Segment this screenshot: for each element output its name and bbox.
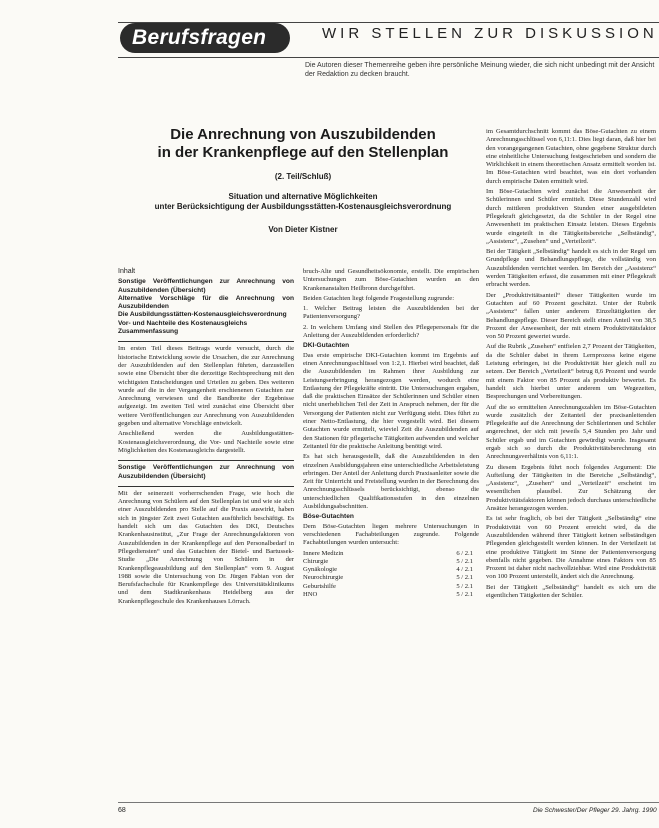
department-name: Geburtshilfe [303,582,336,590]
department-value: 5 / 2.1 [456,582,473,590]
table-row [303,550,473,558]
body-paragraph: Auf die so ermittelten Anrechnungszahlen im Böse-Gutachten wurde zusätzlich der Zeitanteil der praxisanleitenden Pflegekräfte auf die Anrechnung der Schülerinnen und Schüler angerechnet, der sich mit jeweils 5,4 Stunden pro Jahr und Schüler ergab und im Gutachten gewürdigt wurde. Insgesamt ergab sich so durch die Produktivitätsberechnung ein Anrechnungsverhältnis von 6,11:1. [486,403,656,461]
department-value: 5 / 2.1 [456,557,473,565]
subtitle-line-1: Situation und alternative Möglichkeiten [228,192,378,201]
body-paragraph: Bei der Tätigkeit „Selbständig“ handelt es sich um die eigentlichen Tätigkeiten der Schüler. [486,583,656,600]
table-row [303,558,473,566]
toc-label: Inhalt [118,268,136,275]
department-value: 5 / 2.1 [456,574,473,582]
toc-item: Alternative Vorschläge für die Anrechnung von Auszubildenden [118,294,294,311]
toc-item: Zusammenfassung [118,328,179,336]
toc-item: Sonstige Veröffentlichungen zur Anrechnung von Auszubildenden (Übersicht) [118,278,294,294]
subtitle-line-2: unter Berücksichtigung der Ausbildungsstätten-Kostenausgleichsverordnung [154,202,452,211]
department-table [303,550,473,600]
editorial-disclaimer: Die Autoren dieser Themenreihe geben ihre persönliche Meinung wieder, die sich nicht unbedingt mit der Ansicht der Redaktion zu decken braucht. [305,62,655,78]
discussion-banner: WIR STELLEN ZUR DISKUSSION [322,25,658,42]
footer-rule [118,802,659,803]
table-row [303,574,473,582]
section-badge: Berufsfragen [120,23,290,53]
section-heading: DKI-Gutachten [303,342,350,350]
department-name: Chirurgie [303,557,329,565]
table-row [303,583,473,591]
body-paragraph: Anschließend werden die Ausbildungsstätten-Kostenausgleichsverordnung, die Vor- und Nachteile sowie eine Möglichkeiten des Kostenausgleichs dargestellt. [118,430,294,454]
text-column-3 [486,128,656,602]
section-heading: Sonstige Veröffentlichungen zur Anrechnung von Auszubildenden (Übersicht) [118,464,294,480]
article-part: (2. Teil/Schluß) [274,172,332,181]
department-value: 5 / 2.1 [456,590,473,598]
department-name: Neurochirurgie [303,574,344,582]
divider [118,486,294,487]
body-paragraph: bruch-Alte und Gesundheitsökonomie, erstellt. Die empirischen Untersuchungen zum Böse-Gutachten wurden an den Krankenanstalten Heilbronn durchgeführt. [303,268,479,292]
table-row [303,591,473,599]
title-line-2: in der Krankenpflege auf den Stellenplan [157,144,449,161]
body-paragraph: Mit der seinerzeit vorherrschenden Frage, wie hoch die Anrechnung von Schülern auf den Stellenplan ist und wie sie sich einer Auszubildenden pro Stelle auf die Praxis auswirkt, haben sich in jüngster Zeit zwei Gutachten ausführlich beschäftigt. Es handelt sich um das Gutachten des DKI, Deutsches Krankenhausinstitut, „Zur Frage der Anrechnungsfaktoren von Auszubildenden in der Krankenpflege auf den Personalbedarf in Pflegediensten“ und das Gutachten der Bietel- und Bartussek-Studie „Die Anrechnung von Schülern in der Krankenpflegeausbildung auf den Stellenplan“ vom 9. August 1988 sowie die Untersuchung von Dr. Jürgen Fabian von der Berufsfachschule für Krankenpflege des Universitätsklinikums und dem Stadtkrankenhaus Heidelberg aus der Krankenpflegeschule des Krankenhauses Lörrach. [118,489,294,605]
body-paragraph: Auf die Rubrik „Zusehen“ entfielen 2,7 Prozent der Tätigkeiten, da die Schüler dabei in ihrem Lernprozess keine eigene Leistung erbringen, ist die Produktivität hier gleich null zu setzen. Der Bereich „Verteilzeit“ betrug 8,6 Prozent und wurde mit einem Faktor von 85 Prozent als produktiv bewertet. Es handelt sich hierbei unter anderem um Wegezeiten, Besprechungen und Vorbereitungen. [486,343,656,401]
title-line-1: Die Anrechnung von Auszubildenden [170,126,436,143]
article-title [118,126,488,162]
body-paragraph: Dem Böse-Gutachten liegen mehrere Untersuchungen in verschiedenen Fachabteilungen zugrunde. Folgende Fachabteilungen wurden untersucht: [303,522,479,547]
body-paragraph: Beiden Gutachten liegt folgende Fragestellung zugrunde: [303,294,455,302]
department-name: Innere Medizin [303,549,344,557]
page-number: 68 [118,807,126,814]
body-paragraph: Zu diesem Ergebnis führt noch folgendes Argument: Die Aufteilung der Tätigkeiten in die Bereiche „Selbständig“, „Assistenz“, „Zusehen“ und „Verteilzeit“ erscheint im wesentlichen plausibel. Zur Schätzung der Produktivitätsfaktoren können jedoch durchaus unterschiedliche Ansätze herangezogen werden. [486,463,656,513]
question-item: 1. Welcher Beitrag leisten die Auszubildenden bei der Patientenversorgung? [303,305,479,321]
department-value: 6 / 2.1 [456,549,473,557]
article-subtitle [118,192,488,212]
section-heading: Böse-Gutachten [303,513,354,521]
body-paragraph: Das erste empirische DKI-Gutachten kommt im Ergebnis auf einen Anrechnungsschlüssel von 1:2,1. Hierbei wird beachtet, daß die Auszubildenden im Rahmen ihrer Ausbildung zur Leistungserbringung herangezogen werden, wodurch eine Entlastung der Pflegekräfte eintritt. Die Untersuchungen ergaben, daß die praktischen Einsätze der Schülerinnen und Schüler einen nicht unerheblichen Teil der Zeit in Anspruch nehmen, der für die Versorgung der Patienten nicht zur Verfügung steht. Dies führt zu einer Netto-Entlastung, die hier vorgestellt wird. Bei diesem Gutachten wurde ermittelt, wieviel Zeit die Auszubildenden auf den Stationen für pflegerische Tätigkeiten aufwenden und welcher Zeitanteil für die praktische Anleitung benötigt wird. [303,351,479,450]
body-paragraph: im Gesamtdurchschnitt kommt das Böse-Gutachten zu einem Anrechnungsschlüssel von 6,11:1. Dies liegt daran, daß hier bei den vorangegangenen Gutachten, ohne gegebene Struktur durch eine einheitliche Untersuchung festgeschrieben und sondern die Wirklichkeit in einem theoretischen Ansatz ermittelt worden ist. Im Böse-Gutachten wird beachtet, was ein dort vorhanden durch empirische Daten ermittelt wird. [486,128,656,185]
article-author: Von Dieter Kistner [268,225,338,234]
question-item: 2. In welchem Umfang sind Stellen des Pflegepersonals für die Anleitung der Auszubildenden erforderlich? [303,323,479,340]
text-column-2 [303,268,479,599]
divider [118,341,294,342]
body-paragraph: Es hat sich herausgestellt, daß die Auszubildenden in den einzelnen Ausbildungsjahren eine unterschiedliche Arbeitsleistung erbringen. Der Anteil der Anleitung durch Praxisanleiter sowie die Zeit für Unterricht und Freistellung wurden in der Berechnung des Anrechnungsschlüssels berücksichtigt, ebenso die unterschiedlichen Qualifikationsstufen in den einzelnen Ausbildungsabschnitten. [303,453,479,511]
department-value: 4 / 2.1 [456,566,473,574]
body-paragraph: Bei der Tätigkeit „Selbständig“ handelt es sich in der Regel um Grundpflege und Behandlungspflege, die vollständig von Auszubildenden verrichtet werden. Im Bereich der „Assistenz“ werden Tätigkeiten erfasst, die zusammen mit einer Pflegekraft erbracht werden. [486,248,656,289]
department-name: HNO [303,590,318,598]
body-paragraph: Im ersten Teil dieses Beitrags wurde versucht, durch die historische Entwicklung sowie die Ursachen, die zur Anrechnung der Auszubildenden auf den Stellenplan führten, darzustellen sowie eine Übersicht über die derzeitige Rechtsprechung mit den wichtigsten Entscheidungen und Urteilen zu geben. Des weiteren wurde auf die in der Vergangenheit erschienenen Gutachten zur Anrechnung verwiesen und die Bandbreite der Ergebnisse aufgezeigt. Im zweiten Teil wird zunächst eine Übersicht über weitere Veröffentlichungen zur Anrechnung von Auszubildenden gegeben und alternative Vorschläge entwickelt. [118,345,294,428]
journal-footer: Die Schwester/Der Pfleger 29. Jahrg. 1990 [533,807,657,814]
body-paragraph: Im Böse-Gutachten wird zunächst die Anwesenheit der Schülerinnen und Schüler ermittelt. Diese Stundenzahl wird durch mittleren produktiven Stunden einer ausgebildeten Pflegekraft gleichgesetzt, da die Schüler in der Regel eine Anwesenheit im praktischen Einsatz leisten. Dieses Ergebnis wurde eingeteilt in die Tätigkeitsbereiche „Selbständig“, „Assistenz“, „Zusehen“ und „Verteilzeit“. [486,188,656,245]
body-paragraph: Der „Produktivitätsanteil“ dieser Tätigkeiten wurde im Gutachten auf 60 Prozent geschätzt. Unter der Rubrik „Assistenz“ fallen unter anderem Einzeltätigkeiten der Behandlungspflege. Dieser Bereich stellt einen Anteil von 38,5 Prozent der Anwesenheit, der mit einem Produktivitätsfaktor von 50 Prozent gewertet wurde. [486,291,656,341]
table-row [303,566,473,574]
department-name: Gynäkologie [303,566,338,574]
body-paragraph: Es ist sehr fraglich, ob bei der Tätigkeit „Selbständig“ eine Produktivität von 60 Prozent erreicht wird, da die Auszubildenden während ihrer Tätigkeit keinen selbständigen Pflegenden gleichgestellt werden können. In der Verteilzeit ist eine produktive Tätigkeit im Sinne der Patientenversorgung ebenfalls nicht gegeben. Die Annahme eines Faktors von 85 Prozent ist daher nicht nachvollziehbar. Wird eine Produktivität von 100 Prozent unterstellt, ändert sich die Anrechnung. [486,515,656,581]
toc-item: Die Ausbildungsstätten-Kostenausgleichsverordnung [118,311,287,319]
toc-item: Vor- und Nachteile des Kostenausgleichs [118,319,248,327]
text-column-1 [118,268,294,608]
divider [118,460,294,461]
